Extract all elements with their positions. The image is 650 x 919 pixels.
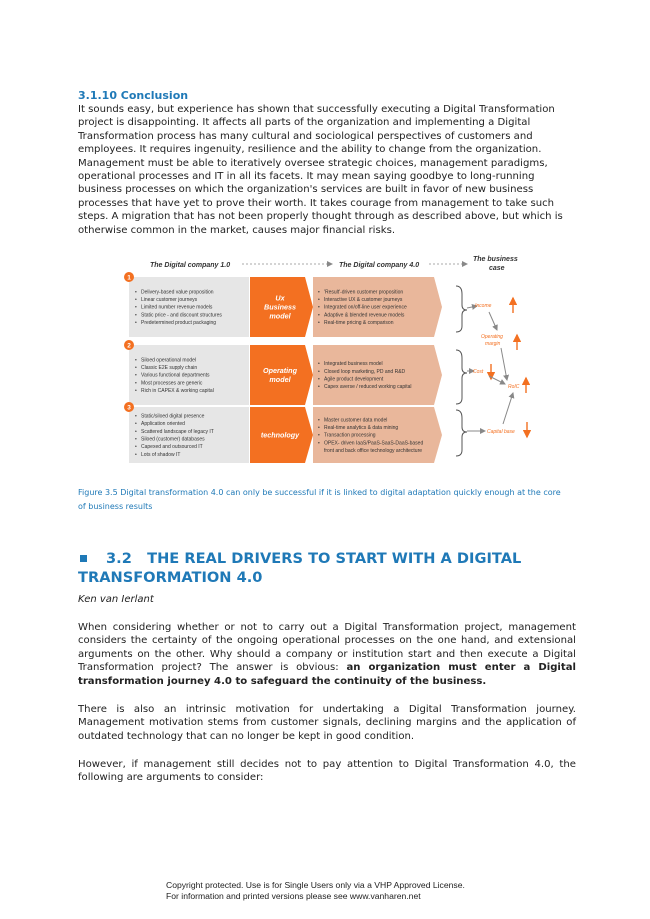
cost-to-roic: [489, 376, 505, 384]
author-name: Ken van Ierlant: [78, 594, 154, 605]
row-1-old-item: Limited number revenue models: [141, 304, 213, 311]
row-1-new-item: 'Result'-driven customer proposition: [324, 289, 404, 296]
row-2-label-line: model: [269, 375, 291, 384]
case-income: Income: [475, 303, 492, 309]
footer: [166, 880, 465, 902]
row-3-old-bullet: •: [135, 413, 137, 420]
heading-title: THE REAL DRIVERS TO START WITH A DIGITAL TRANSFORMATION 4.0: [78, 550, 522, 586]
row-2-old-item: Classic E2E supply chain: [141, 364, 198, 371]
row-1-new-bullet: •: [318, 296, 320, 303]
row-1-old-bullet: •: [135, 296, 137, 303]
paragraph-motivation: There is also an intrinsic motivation for undertaking a Digital Transformation journey. Management motivation stems from customer signals, declining margins and the application of outdated technology that can no longer be kept in good condition.: [78, 704, 576, 742]
row-1-old-item: Delivery-based value proposition: [141, 289, 214, 296]
digital-transformation-figure: [117, 250, 542, 478]
row-3-new-item: OPEX- driven IaaS/PaaS-SaaS-DaaS-based: [324, 440, 424, 447]
row-3-new-item: Transaction processing: [324, 432, 376, 439]
row-3-old-bullet: •: [135, 451, 137, 458]
col1-title: The Digital company 1.0: [150, 262, 231, 269]
income-to-margin: [489, 312, 497, 330]
row-1-new-item: Real-time pricing & comparison: [324, 320, 394, 327]
row-1-old-bullet: •: [135, 304, 137, 311]
row-1-new-bullet: •: [318, 320, 320, 327]
row-3-new-bullet: •: [318, 417, 320, 424]
footer-line-1: Copyright protected. Use is for Single Users only via a VHP Approved License.: [166, 880, 465, 890]
row-1-old-item: Predetermined product packaging: [141, 320, 217, 327]
row-1-new-bullet: •: [318, 289, 320, 296]
case-roic: RoIC: [508, 384, 520, 390]
paragraph-arguments: However, if management still decides not to pay attention to Digital Transformation 4.0, the following are arguments to consider:: [78, 759, 576, 784]
case-cost: Cost: [473, 369, 484, 375]
row-2-number: 2: [127, 342, 131, 350]
conclusion-paragraph: It sounds easy, but experience has shown that successfully executing a Digital Transformation project is disappointing. It affects all parts of the organization and implementing a Digital Transformation process has many cultural and sociological perspectives of customers and employees. It requires ingenuity, resilience and the ability to change from the organization. Management must be able to iteratively oversee strategic choices, management paradigms, operational processes and IT in all its facets. It may mean saying goodbye to long-running business processes on which the organization's services are built in favor of new business processes that have yet to prove their worth. It takes courage from management to take such steps. A migration that has not been properly thought through as described above, but which is otherwise common in the market, causes major financial risks.: [78, 104, 563, 236]
row-2-label-line: Operating: [263, 366, 297, 375]
row-1-label-line: Business: [264, 302, 296, 312]
row-1-new-item: Integrated on/off-line user experience: [324, 304, 407, 311]
row-2-old-bullet: •: [135, 380, 137, 387]
footer-line-2: For information and printed versions please see www.vanharen.net: [166, 891, 421, 901]
row-2-new-item: Closed loop marketing, PD and R&D: [324, 368, 406, 375]
row-1-new-bullet: •: [318, 304, 320, 311]
row-1-number: 1: [127, 274, 131, 282]
row-2-old-item: Various functional departments: [141, 372, 210, 379]
p2-bold-text: an organization must enter a Digital transformation journey 4.0 to safeguard the continuity of the business.: [78, 662, 576, 687]
section-heading: 3.1.10 Conclusion: [78, 89, 189, 102]
row-2-new-item: Integrated business model: [324, 361, 383, 368]
row-3-old-bullet: •: [135, 421, 137, 428]
row-3-old-item: Static/siloed digital presence: [141, 413, 205, 420]
row-3-new-bullet: •: [318, 432, 320, 439]
row-1-new-bullet: •: [318, 312, 320, 319]
col3-title-line2: case: [489, 265, 505, 272]
row-3-old-bullet: •: [135, 436, 137, 443]
row-3-new-item: Real-time analytics & data mining: [324, 424, 399, 431]
row-2-old-bullet: •: [135, 388, 137, 395]
row-2-old-item: Siloed operational model: [141, 357, 197, 364]
row-1-old-item: Linear customer journeys: [141, 296, 198, 303]
case-op-margin-1: Operating: [481, 334, 503, 340]
row-2-old-bullet: •: [135, 357, 137, 364]
row-2-new-bullet: •: [318, 376, 320, 383]
row-3-old-item: Siloed (customer) databases: [141, 436, 205, 443]
row-1-old-bullet: •: [135, 320, 137, 327]
row-3-old-bullet: •: [135, 444, 137, 451]
row-2-old-bullet: •: [135, 364, 137, 371]
row-3-new-item: front and back office technology architecture: [324, 448, 423, 455]
row-2-new-box: [313, 345, 442, 405]
row-1-old-bullet: •: [135, 312, 137, 319]
row-1-old-bullet: •: [135, 289, 137, 296]
row-2-old-item: Rich in CAPEX & working capital: [141, 388, 214, 395]
figure-caption: Figure 3.5 Digital transformation 4.0 can only be successful if it is linked to digital adaptation quickly enough at the core of business results: [78, 488, 561, 511]
row-3-old-item: Application oriented: [141, 421, 185, 428]
heading-number: 3.2: [106, 550, 132, 567]
brace-1: [456, 286, 467, 332]
row-3-new-item: Master customer data model: [324, 417, 388, 424]
paragraph-drivers: [78, 621, 576, 688]
col2-title: The Digital company 4.0: [339, 262, 420, 269]
row-3-label-line: technology: [260, 430, 300, 440]
row-2-new-item: Capex averse / reduced working capital: [324, 384, 412, 391]
row-2-new-bullet: •: [318, 368, 320, 375]
row-2-old-item: Most processes are generic: [141, 380, 203, 387]
row-3-new-bullet: •: [318, 440, 320, 447]
row-2-new-item: Agile product development: [324, 376, 384, 383]
row-2-new-bullet: •: [318, 361, 320, 368]
col3-title-line1: The business: [473, 256, 518, 263]
brace-2: [456, 350, 467, 404]
row-1-new-item: Adaptive & blended revenue models: [324, 312, 405, 319]
row-3-new-bullet: •: [318, 424, 320, 431]
row-1-label-line: Ux: [275, 293, 285, 303]
row-2-old-bullet: •: [135, 372, 137, 379]
row-2-new-bullet: •: [318, 384, 320, 391]
row-3-old-item: Capexed and outsourced IT: [141, 444, 203, 451]
row-1-old-item: Static price - and discount structures: [141, 312, 222, 319]
capital-to-roic: [503, 393, 513, 424]
row-1-label-line: model: [269, 311, 291, 321]
case-op-margin-2: margin: [485, 341, 501, 347]
case-capital-base: Capital base: [487, 429, 515, 435]
heading-bullet: [80, 555, 87, 562]
margin-to-roic: [501, 348, 507, 380]
row-3-old-item: Lots of shadow IT: [141, 451, 181, 458]
row-1-new-item: Interactive UX & customer journeys: [324, 296, 403, 303]
row-3-number: 3: [127, 404, 131, 412]
brace-3: [456, 410, 467, 456]
section-3-2-heading: [78, 549, 578, 587]
row-3-old-bullet: •: [135, 428, 137, 435]
row-3-old-item: Scattered landscape of legacy IT: [141, 428, 214, 435]
p2-text: When considering whether or not to carry out a Digital Transformation project, management considers the certainty of the ongoing operational processes on the one hand, and extensional arguments on the other. Why should a company or institution start and then execute a Digital Transformation project? The answer is obvious:: [78, 622, 576, 674]
